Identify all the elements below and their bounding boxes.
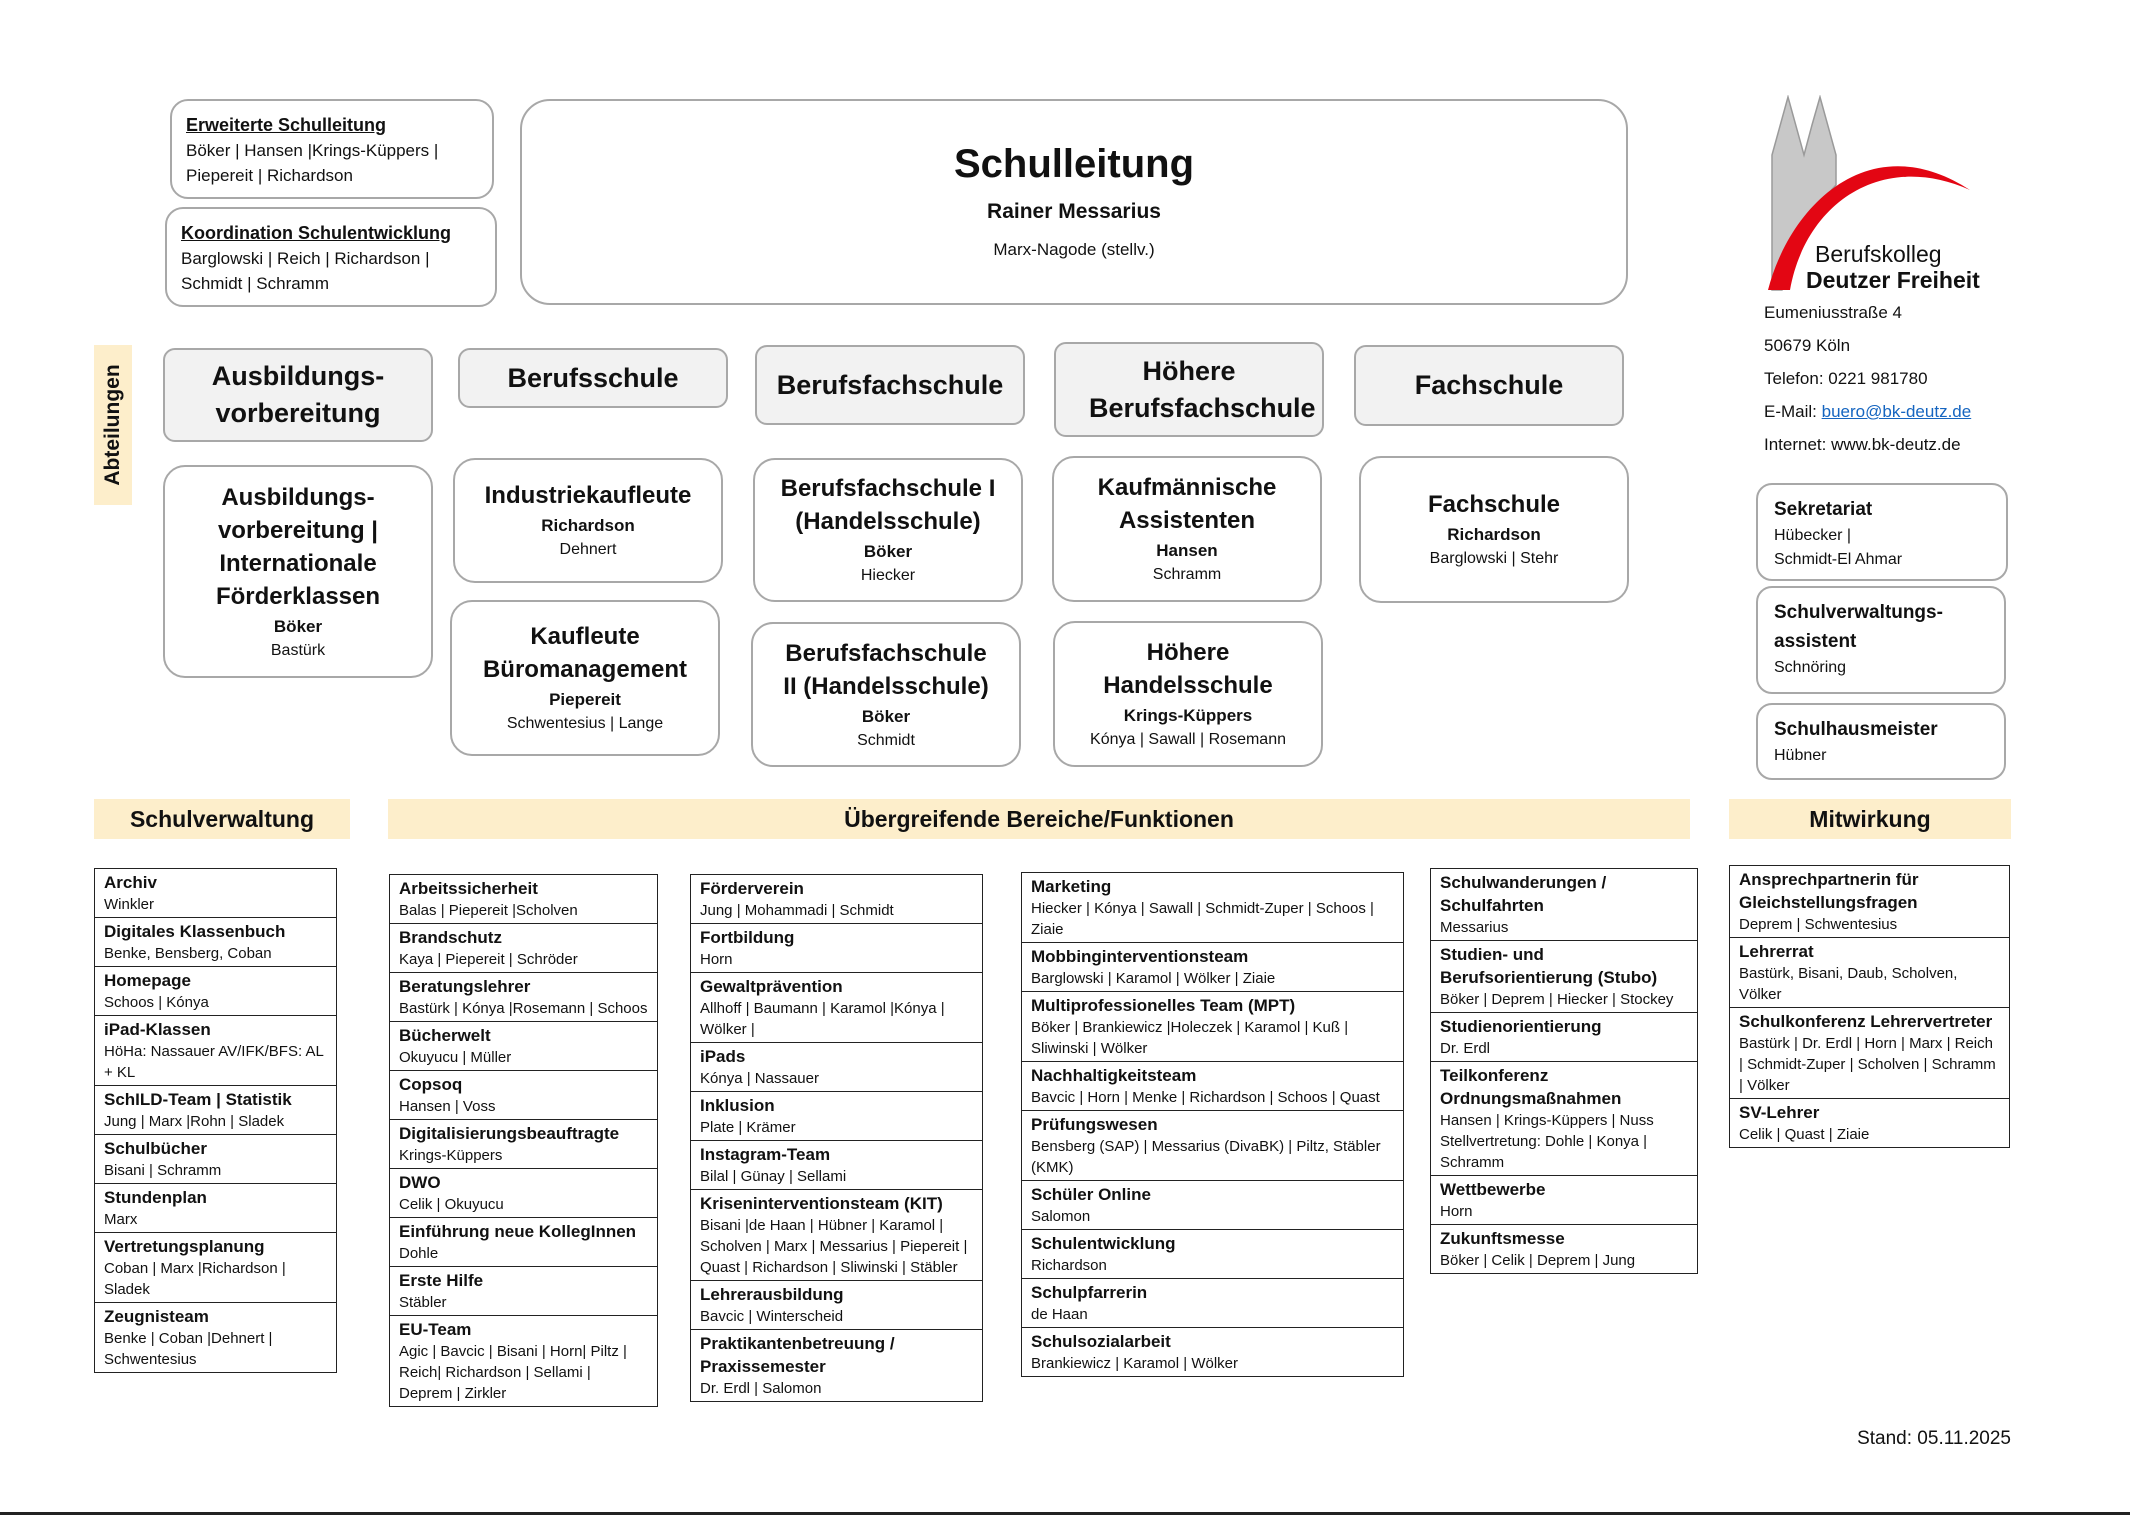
contact-street: Eumeniusstraße 4 [1764, 303, 1902, 322]
list-item-names: Krings-Küppers [399, 1147, 503, 1164]
contact-city: 50679 Köln [1764, 336, 1851, 355]
staff-name: Schmidt-El Ahmar [1774, 551, 1903, 568]
list-item-names: Hansen | Voss [399, 1098, 496, 1115]
list-item [691, 973, 982, 1043]
unit-head: Böker [861, 706, 911, 726]
unit-members: Hiecker [860, 567, 916, 584]
unit-kaufleute-bueromanagement [450, 600, 720, 756]
list-item-title: Nachhaltigkeitsteam [1031, 1066, 1197, 1085]
list-item-names: Hiecker | Kónya | Sawall | Schmidt-Zuper | Schoos | Ziaie [1031, 900, 1374, 938]
list-item [1022, 1328, 1403, 1376]
list-item-names: Messarius [1440, 919, 1509, 936]
list-item-title: Förderverein [700, 879, 804, 898]
list-item-names: Balas | Piepereit |Scholven [399, 902, 578, 919]
list-item-names: Kónya | Nassauer [700, 1070, 819, 1087]
list-item-names: Celik | Quast | Ziaie [1739, 1126, 1870, 1143]
list-item-title: Einführung neue KollegInnen [399, 1222, 637, 1241]
contact-email-row [1764, 395, 1971, 428]
band-schulverwaltung: Schulverwaltung [94, 799, 350, 839]
list-item-title: Arbeitssicherheit [399, 879, 538, 898]
list-item-title: Multiprofessionelles Team (MPT) [1031, 996, 1296, 1015]
staff-schulhausmeister [1756, 703, 2006, 780]
contact-phone: Telefon: 0221 981780 [1764, 369, 1928, 388]
extended-leadership-names: Böker | Hansen |Krings-Küppers | Piepereit | Richardson [186, 141, 439, 185]
unit-title: Berufsfachschule II (Handelsschule) [783, 639, 989, 700]
list-item-title: Teilkonferenz Ordnungsmaßnahmen [1440, 1066, 1622, 1108]
contact-block [1764, 296, 1971, 461]
unit-members: Barglowski | Stehr [1429, 550, 1559, 567]
list-item-title: Digitalisierungsbeauftragte [399, 1124, 620, 1143]
list-item [691, 1281, 982, 1330]
unit-title: Berufsfachschule I (Handelsschule) [780, 475, 996, 535]
list-item-names: Jung | Marx |Rohn | Sladek [104, 1113, 285, 1130]
list-item-title: Beratungslehrer [399, 977, 531, 996]
list-item-title: Schüler Online [1031, 1185, 1151, 1204]
list-item [691, 1043, 982, 1092]
list-item-names: Dr. Erdl | Salomon [700, 1380, 822, 1397]
list-item [1431, 1176, 1697, 1225]
list-item-names: Jung | Mohammadi | Schmidt [700, 902, 894, 919]
list-item-title: Archiv [104, 873, 157, 892]
page-title: Schulleitung [954, 142, 1194, 186]
list-item-names: Dohle [399, 1245, 439, 1262]
list-item-names: Bastürk | Kónya |Rosemann | Schoos [399, 1000, 648, 1017]
unit-head: Richardson [1447, 525, 1541, 544]
list-item-title: Schulbücher [104, 1139, 207, 1158]
list-uebergreifend-3 [1021, 872, 1404, 1377]
unit-head: Richardson [541, 516, 635, 535]
unit-ausbildungsvorbereitung-ifk [163, 465, 433, 678]
list-item-names: Allhoff | Baumann | Karamol |Kónya | Wölker | [700, 1000, 945, 1038]
list-item-names: Benke, Bensberg, Coban [104, 945, 272, 962]
list-item-title: SchILD-Team | Statistik [104, 1090, 292, 1109]
list-item-title: Stundenplan [104, 1188, 207, 1207]
list-item [390, 1022, 657, 1071]
contact-internet: Internet: www.bk-deutz.de [1764, 435, 1961, 454]
list-item-names: Horn [700, 951, 733, 968]
list-item [1730, 1099, 2009, 1147]
unit-title: Kaufleute Büromanagement [482, 623, 688, 683]
list-item [95, 1135, 336, 1184]
list-item [1022, 1062, 1403, 1111]
list-item-title: Copsoq [399, 1075, 463, 1094]
list-item [1022, 1279, 1403, 1328]
school-leadership-box [520, 99, 1628, 305]
unit-head: Krings-Küppers [1123, 706, 1253, 725]
dept-hoehere-berufsfachschule [1054, 342, 1324, 437]
list-item-names: Bastürk, Bisani, Daub, Scholven, Völker [1739, 965, 1958, 1003]
staff-title: Schulverwaltungs-assistent [1774, 602, 1943, 652]
list-item [390, 1316, 657, 1406]
unit-industriekaufleute [453, 458, 723, 583]
list-item-title: Ansprechpartnerin für Gleichstellungsfragen [1739, 870, 1919, 912]
list-item [691, 875, 982, 924]
list-item [1431, 1225, 1697, 1273]
departments-side-label-text: Abteilungen [101, 364, 124, 486]
list-item-title: DWO [399, 1173, 441, 1192]
list-item [95, 1303, 336, 1372]
list-item [95, 869, 336, 918]
list-item-title: Schulwanderungen / Schulfahrten [1440, 873, 1607, 915]
departments-side-label [94, 345, 132, 505]
list-item-title: EU-Team [399, 1320, 472, 1339]
list-item-title: Schulentwicklung [1031, 1234, 1176, 1253]
list-item [1431, 941, 1697, 1013]
list-item [1431, 1013, 1697, 1062]
unit-members: Schmidt [857, 731, 915, 749]
list-uebergreifend-2 [690, 874, 983, 1402]
list-item-title: Mobbinginterventionsteam [1031, 947, 1249, 966]
list-item [390, 1267, 657, 1316]
dept-ausbildungsvorbereitung-title: Ausbildungs-vorbereitung [211, 361, 385, 428]
list-item-title: Studienorientierung [1440, 1017, 1602, 1036]
dept-hoehere-berufsfachschule-title: Höhere Berufsfachschule [1089, 355, 1316, 423]
list-item [1022, 1111, 1403, 1181]
list-item-title: Homepage [104, 971, 191, 990]
list-item [390, 1071, 657, 1120]
list-item [95, 1016, 336, 1086]
list-item-title: Schulsozialarbeit [1031, 1332, 1171, 1351]
list-item-title: Instagram-Team [700, 1145, 831, 1164]
dept-berufsschule-title: Berufsschule [507, 362, 679, 393]
unit-hoehere-handelsschule [1053, 621, 1323, 767]
logo-text-line1: Berufskolleg [1815, 241, 1942, 267]
staff-name: Schnöring [1774, 659, 1847, 676]
unit-title: Höhere Handelsschule [1103, 639, 1273, 699]
list-item-names: Kaya | Piepereit | Schröder [399, 951, 578, 968]
list-item [691, 1092, 982, 1141]
list-item-names: Bavcic | Horn | Menke | Richardson | Schoos | Quast [1031, 1089, 1380, 1106]
list-item-names: Böker | Celik | Deprem | Jung [1440, 1252, 1636, 1269]
unit-head: Böker [273, 616, 323, 636]
list-item [390, 1120, 657, 1169]
list-item-names: Deprem | Schwentesius [1739, 916, 1898, 933]
list-item-names: Horn [1440, 1203, 1473, 1220]
list-item [1730, 1008, 2009, 1099]
list-item-title: Wettbewerbe [1440, 1180, 1546, 1199]
list-item-names: Richardson [1031, 1257, 1107, 1274]
list-item-names: Dr. Erdl [1440, 1040, 1491, 1057]
unit-title: Fachschule [1427, 491, 1561, 518]
list-item-names: Bisani |de Haan | Hübner | Karamol | Scholven | Marx | Messarius | Piepereit | Quast | Richardson | Sliwinski | Stäbler [700, 1217, 968, 1276]
list-item [390, 924, 657, 973]
unit-members: Schwentesius | Lange [506, 715, 664, 732]
staff-title: Sekretariat [1774, 499, 1873, 520]
staff-name: Hübecker | [1774, 527, 1852, 544]
list-item-title: iPad-Klassen [104, 1020, 211, 1039]
unit-title: Ausbildungs-vorbereitung | Internationale Förderklassen [215, 483, 381, 610]
list-item [691, 1141, 982, 1190]
list-item-names: Winkler [104, 896, 155, 913]
list-item-names: Bensberg (SAP) | Messarius (DivaBK) | Piltz, Stäbler (KMK) [1031, 1138, 1381, 1176]
list-item-title: Lehrerrat [1739, 942, 1814, 961]
extended-leadership-box [170, 99, 494, 199]
list-item [95, 1184, 336, 1233]
list-uebergreifend-1 [389, 874, 658, 1407]
school-development-box [165, 207, 497, 307]
staff-name: Hübner [1774, 747, 1827, 764]
list-item-title: Kriseninterventionsteam (KIT) [700, 1194, 943, 1213]
dept-fachschule [1354, 345, 1624, 426]
band-mitwirkung: Mitwirkung [1729, 799, 2011, 839]
list-item-title: Fortbildung [700, 928, 795, 947]
list-item-title: Marketing [1031, 877, 1112, 896]
list-schulverwaltung [94, 868, 337, 1373]
list-item [1022, 1230, 1403, 1279]
unit-title: Industriekaufleute [484, 482, 692, 509]
list-item [390, 973, 657, 1022]
list-item-names: Bilal | Günay | Sellami [700, 1168, 847, 1185]
list-item [1022, 992, 1403, 1062]
list-item-title: SV-Lehrer [1739, 1103, 1820, 1122]
staff-title: Schulhausmeister [1774, 719, 1938, 740]
list-item-title: Lehrerausbildung [700, 1285, 844, 1304]
list-item-names: Agic | Bavcic | Bisani | Horn| Piltz | Reich| Richardson | Sellami | Deprem | Zirkler [399, 1343, 627, 1402]
dept-berufsschule [458, 348, 728, 408]
headmaster-name: Rainer Messarius [987, 200, 1161, 223]
unit-berufsfachschule-1 [753, 458, 1023, 602]
list-item-names: de Haan [1031, 1306, 1088, 1323]
list-item-names: Bisani | Schramm [104, 1162, 222, 1179]
list-item-names: Benke | Coban |Dehnert | Schwentesius [104, 1330, 273, 1368]
list-item-names: Brankiewicz | Karamol | Wölker [1031, 1355, 1239, 1372]
list-item-title: Gewaltprävention [700, 977, 843, 996]
list-item-names: Plate | Krämer [700, 1119, 796, 1136]
logo-text-line2: Deutzer Freiheit [1806, 267, 1980, 293]
list-item-title: Bücherwelt [399, 1026, 491, 1045]
list-item [1431, 869, 1697, 941]
deputy-name: Marx-Nagode (stellv.) [993, 240, 1155, 259]
list-item [390, 1218, 657, 1267]
list-item-title: Brandschutz [399, 928, 502, 947]
list-item [95, 1086, 336, 1135]
unit-members: Dehnert [559, 541, 617, 558]
unit-members: Schramm [1152, 566, 1222, 583]
dept-berufsfachschule [755, 345, 1025, 425]
list-item [1431, 1062, 1697, 1176]
unit-head: Böker [863, 542, 913, 561]
staff-sekretariat [1756, 483, 2008, 581]
list-item-title: Zukunftsmesse [1440, 1229, 1565, 1248]
dept-fachschule-title: Fachschule [1414, 370, 1564, 400]
band-uebergreifende-bereiche: Übergreifende Bereiche/Funktionen [388, 799, 1690, 839]
list-item [1022, 873, 1403, 943]
list-item [1022, 1181, 1403, 1230]
list-item [691, 924, 982, 973]
list-item-names: Hansen | Krings-Küppers | Nuss Stellvertretung: Dohle | Konya | Schramm [1440, 1112, 1654, 1171]
list-item-names: Marx [104, 1211, 138, 1228]
unit-berufsfachschule-2 [751, 622, 1021, 767]
list-item [1730, 866, 2009, 938]
staff-schulverwaltungsassistent [1756, 586, 2006, 694]
list-item [95, 918, 336, 967]
list-mitwirkung [1729, 865, 2010, 1148]
contact-email-link[interactable]: buero@bk-deutz.de [1821, 402, 1972, 421]
unit-head: Piepereit [549, 690, 621, 709]
list-item-names: Schoos | Kónya [104, 994, 209, 1011]
list-item-title: Digitales Klassenbuch [104, 922, 286, 941]
list-item-names: Coban | Marx |Richardson | Sladek [104, 1260, 286, 1298]
unit-members: Kónya | Sawall | Rosemann [1090, 731, 1286, 748]
list-item-names: Okuyucu | Müller [399, 1049, 512, 1066]
list-uebergreifend-4 [1430, 868, 1698, 1274]
unit-kaufmaennische-assistenten [1052, 456, 1322, 602]
list-item-title: Praktikantenbetreuung / Praxissemester [700, 1334, 895, 1376]
list-item-names: Celik | Okuyucu [399, 1196, 504, 1213]
list-item-names: Böker | Brankiewicz |Holeczek | Karamol | Kuß | Sliwinski | Wölker [1031, 1019, 1349, 1057]
stand-date: Stand: 05.11.2025 [1857, 1428, 2011, 1449]
list-item-names: Barglowski | Karamol | Wölker | Ziaie [1031, 970, 1276, 987]
school-development-names: Barglowski | Reich | Richardson | Schmidt | Schramm [181, 249, 430, 293]
unit-title: Kaufmännische Assistenten [1097, 474, 1277, 534]
list-item-title: iPads [700, 1047, 746, 1066]
dept-berufsfachschule-title: Berufsfachschule [776, 369, 1004, 400]
list-item-title: Schulpfarrerin [1031, 1283, 1148, 1302]
list-item-names: Bastürk | Dr. Erdl | Horn | Marx | Reich | Schmidt-Zuper | Scholven | Schramm | Völker [1739, 1035, 1996, 1094]
bottom-rule [0, 1512, 2130, 1515]
list-item-title: Inklusion [700, 1096, 775, 1115]
extended-leadership-title: Erweiterte Schulleitung [186, 115, 387, 135]
list-item [95, 967, 336, 1016]
list-item [390, 875, 657, 924]
unit-head: Hansen [1156, 541, 1218, 560]
list-item-names: Salomon [1031, 1208, 1091, 1225]
list-item [95, 1233, 336, 1303]
unit-fachschule [1359, 456, 1629, 603]
dept-ausbildungsvorbereitung [163, 348, 433, 442]
list-item-title: Schulkonferenz Lehrervertreter [1739, 1012, 1993, 1031]
school-development-title: Koordination Schulentwicklung [181, 223, 451, 243]
list-item-names: HöHa: Nassauer AV/IFK/BFS: AL + KL [104, 1043, 324, 1081]
list-item [1730, 938, 2009, 1008]
list-item-names: Bavcic | Winterscheid [700, 1308, 844, 1325]
list-item [691, 1330, 982, 1401]
list-item-names: Stäbler [399, 1294, 447, 1311]
list-item-names: Böker | Deprem | Hiecker | Stockey [1440, 991, 1674, 1008]
list-item-title: Studien- und Berufsorientierung (Stubo) [1440, 945, 1658, 987]
list-item [1022, 943, 1403, 992]
list-item-title: Erste Hilfe [399, 1271, 484, 1290]
unit-members: Bastürk [270, 641, 326, 659]
list-item-title: Prüfungswesen [1031, 1115, 1158, 1134]
list-item-title: Zeugnisteam [104, 1307, 209, 1326]
contact-email-label: E-Mail: [1764, 402, 1822, 421]
list-item-title: Vertretungsplanung [104, 1237, 265, 1256]
list-item [390, 1169, 657, 1218]
list-item [691, 1190, 982, 1281]
